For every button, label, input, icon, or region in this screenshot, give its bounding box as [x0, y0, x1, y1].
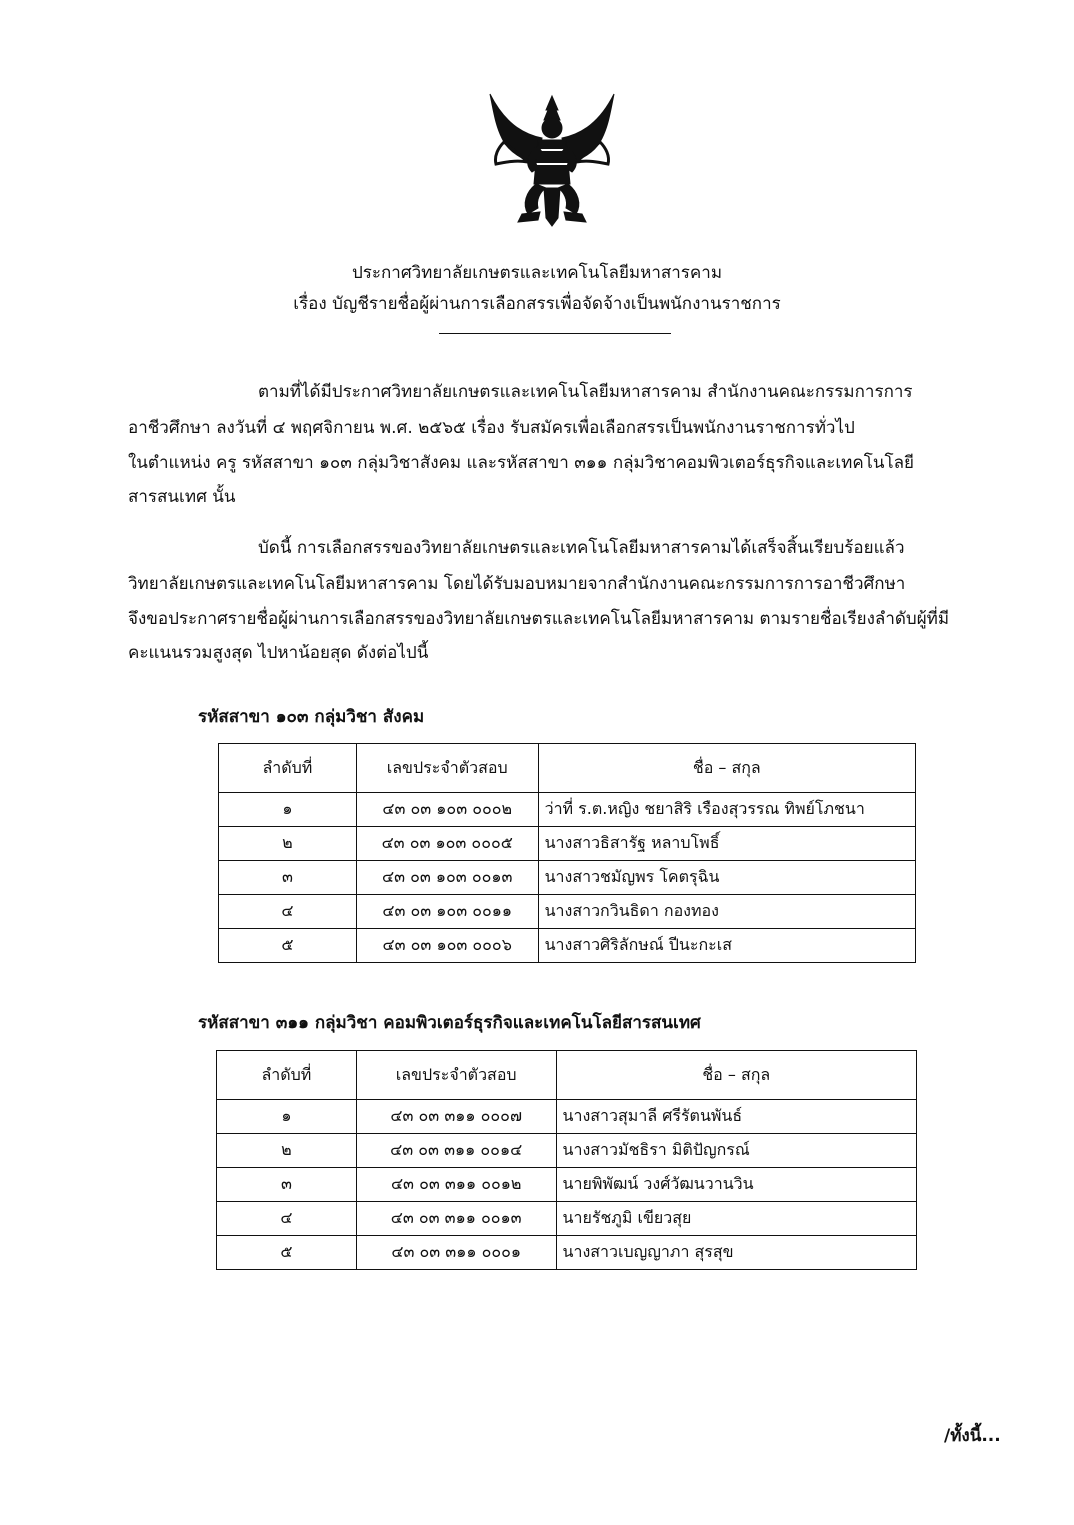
announcement-title: ประกาศวิทยาลัยเกษตรและเทคโนโลยีมหาสารคาม — [351, 263, 723, 283]
column-header-order: ลำดับที่ — [217, 1051, 357, 1100]
exam-id-cell: ๔๓ ๐๓ ๓๑๑ ๐๐๑๒ — [356, 1168, 556, 1202]
title-divider — [439, 333, 671, 334]
table-row — [219, 895, 916, 929]
order-cell: ๕ — [219, 929, 357, 963]
paragraph-2-line: บัดนี้ การเลือกสรรของวิทยาลัยเกษตรและเทคโนโลยีมหาสารคามได้เสร็จสิ้นเรียบร้อยแล้ว — [258, 538, 905, 558]
table-row — [217, 1236, 917, 1270]
name-cell: นางสาวกวินธิดา กองทอง — [538, 895, 915, 929]
exam-id-cell: ๔๓ ๐๓ ๑๐๓ ๐๐๐๖ — [356, 929, 538, 963]
order-cell: ๒ — [219, 827, 357, 861]
name-cell: ว่าที่ ร.ต.หญิง ชยาสิริ เรืองสุวรรณ ทิพย์โภชนา — [538, 793, 915, 827]
garuda-emblem-icon — [482, 88, 622, 234]
table-header-row — [219, 744, 916, 793]
order-cell: ๓ — [219, 861, 357, 895]
name-cell: นางสาวมัชธิรา มิติปัญกรณ์ — [556, 1134, 916, 1168]
table-row — [219, 929, 916, 963]
table-row — [217, 1100, 917, 1134]
name-cell: นางสาวเบญญาภา สุรสุข — [556, 1236, 916, 1270]
column-header-name: ชื่อ – สกุล — [538, 744, 915, 793]
candidate-table-103 — [218, 743, 916, 963]
table-row — [219, 793, 916, 827]
order-cell: ๑ — [219, 793, 357, 827]
column-header-exam-id: เลขประจำตัวสอบ — [356, 744, 538, 793]
order-cell: ๓ — [217, 1168, 357, 1202]
table-row — [217, 1168, 917, 1202]
column-header-order: ลำดับที่ — [219, 744, 357, 793]
paragraph-2-line: คะแนนรวมสูงสุด ไปหาน้อยสุด ดังต่อไปนี้ — [128, 643, 429, 663]
name-cell: นางสาวธิสารัฐ หลาบโพธิ์ — [538, 827, 915, 861]
table-row — [217, 1134, 917, 1168]
name-cell: นายพิพัฒน์ วงศ์วัฒนวานวิน — [556, 1168, 916, 1202]
paragraph-1-line: สารสนเทศ นั้น — [128, 487, 236, 507]
table-row — [217, 1202, 917, 1236]
name-cell: นางสาวชมัญพร โคตรุฉิน — [538, 861, 915, 895]
paragraph-1-line: ตามที่ได้มีประกาศวิทยาลัยเกษตรและเทคโนโลยีมหาสารคาม สำนักงานคณะกรรมการการ — [258, 382, 913, 402]
paragraph-1-line: อาชีวศึกษา ลงวันที่ ๔ พฤศจิกายน พ.ศ. ๒๕๖๕ เรื่อง รับสมัครเพื่อเลือกสรรเป็นพนักงานราชการทั่วไป — [128, 418, 855, 438]
paragraph-1-line: ในตำแหน่ง ครู รหัสสาขา ๑๐๓ กลุ่มวิชาสังคม และรหัสสาขา ๓๑๑ กลุ่มวิชาคอมพิวเตอร์ธุรกิจและเทคโนโลยี — [128, 453, 915, 473]
exam-id-cell: ๔๓ ๐๓ ๑๐๓ ๐๐๐๒ — [356, 793, 538, 827]
order-cell: ๔ — [219, 895, 357, 929]
table-row — [219, 827, 916, 861]
exam-id-cell: ๔๓ ๐๓ ๑๐๓ ๐๐๑๓ — [356, 861, 538, 895]
column-header-name: ชื่อ – สกุล — [556, 1051, 916, 1100]
order-cell: ๒ — [217, 1134, 357, 1168]
section-title-311: รหัสสาขา ๓๑๑ กลุ่มวิชา คอมพิวเตอร์ธุรกิจและเทคโนโลยีสารสนเทศ — [198, 1013, 701, 1033]
order-cell: ๑ — [217, 1100, 357, 1134]
table-header-row — [217, 1051, 917, 1100]
section-title-103: รหัสสาขา ๑๐๓ กลุ่มวิชา สังคม — [198, 707, 425, 727]
name-cell: นางสาวศิริลักษณ์ ปีนะกะเส — [538, 929, 915, 963]
table-row — [219, 861, 916, 895]
exam-id-cell: ๔๓ ๐๓ ๓๑๑ ๐๐๐๑ — [356, 1236, 556, 1270]
name-cell: นายรัชภูมิ เขียวสุย — [556, 1202, 916, 1236]
exam-id-cell: ๔๓ ๐๓ ๓๑๑ ๐๐๐๗ — [356, 1100, 556, 1134]
announcement-subject: เรื่อง บัญชีรายชื่อผู้ผ่านการเลือกสรรเพื่อจัดจ้างเป็นพนักงานราชการ — [293, 294, 781, 314]
order-cell: ๕ — [217, 1236, 357, 1270]
name-cell: นางสาวสุมาลี ศรีรัตนพันธ์ — [556, 1100, 916, 1134]
exam-id-cell: ๔๓ ๐๓ ๑๐๓ ๐๐๐๕ — [356, 827, 538, 861]
order-cell: ๔ — [217, 1202, 357, 1236]
exam-id-cell: ๔๓ ๐๓ ๑๐๓ ๐๐๑๑ — [356, 895, 538, 929]
continuation-marker: /ทั้งนี้... — [944, 1426, 1001, 1446]
paragraph-2-line: จึงขอประกาศรายชื่อผู้ผ่านการเลือกสรรของวิทยาลัยเกษตรและเทคโนโลยีมหาสารคาม ตามรายชื่อเรียงลำดับผู้ที่มี — [128, 609, 950, 629]
paragraph-2-line: วิทยาลัยเกษตรและเทคโนโลยีมหาสารคาม โดยได้รับมอบหมายจากสำนักงานคณะกรรมการการอาชีวศึกษา — [128, 574, 906, 594]
exam-id-cell: ๔๓ ๐๓ ๓๑๑ ๐๐๑๓ — [356, 1202, 556, 1236]
candidate-table-311 — [216, 1050, 917, 1270]
column-header-exam-id: เลขประจำตัวสอบ — [356, 1051, 556, 1100]
exam-id-cell: ๔๓ ๐๓ ๓๑๑ ๐๐๑๔ — [356, 1134, 556, 1168]
